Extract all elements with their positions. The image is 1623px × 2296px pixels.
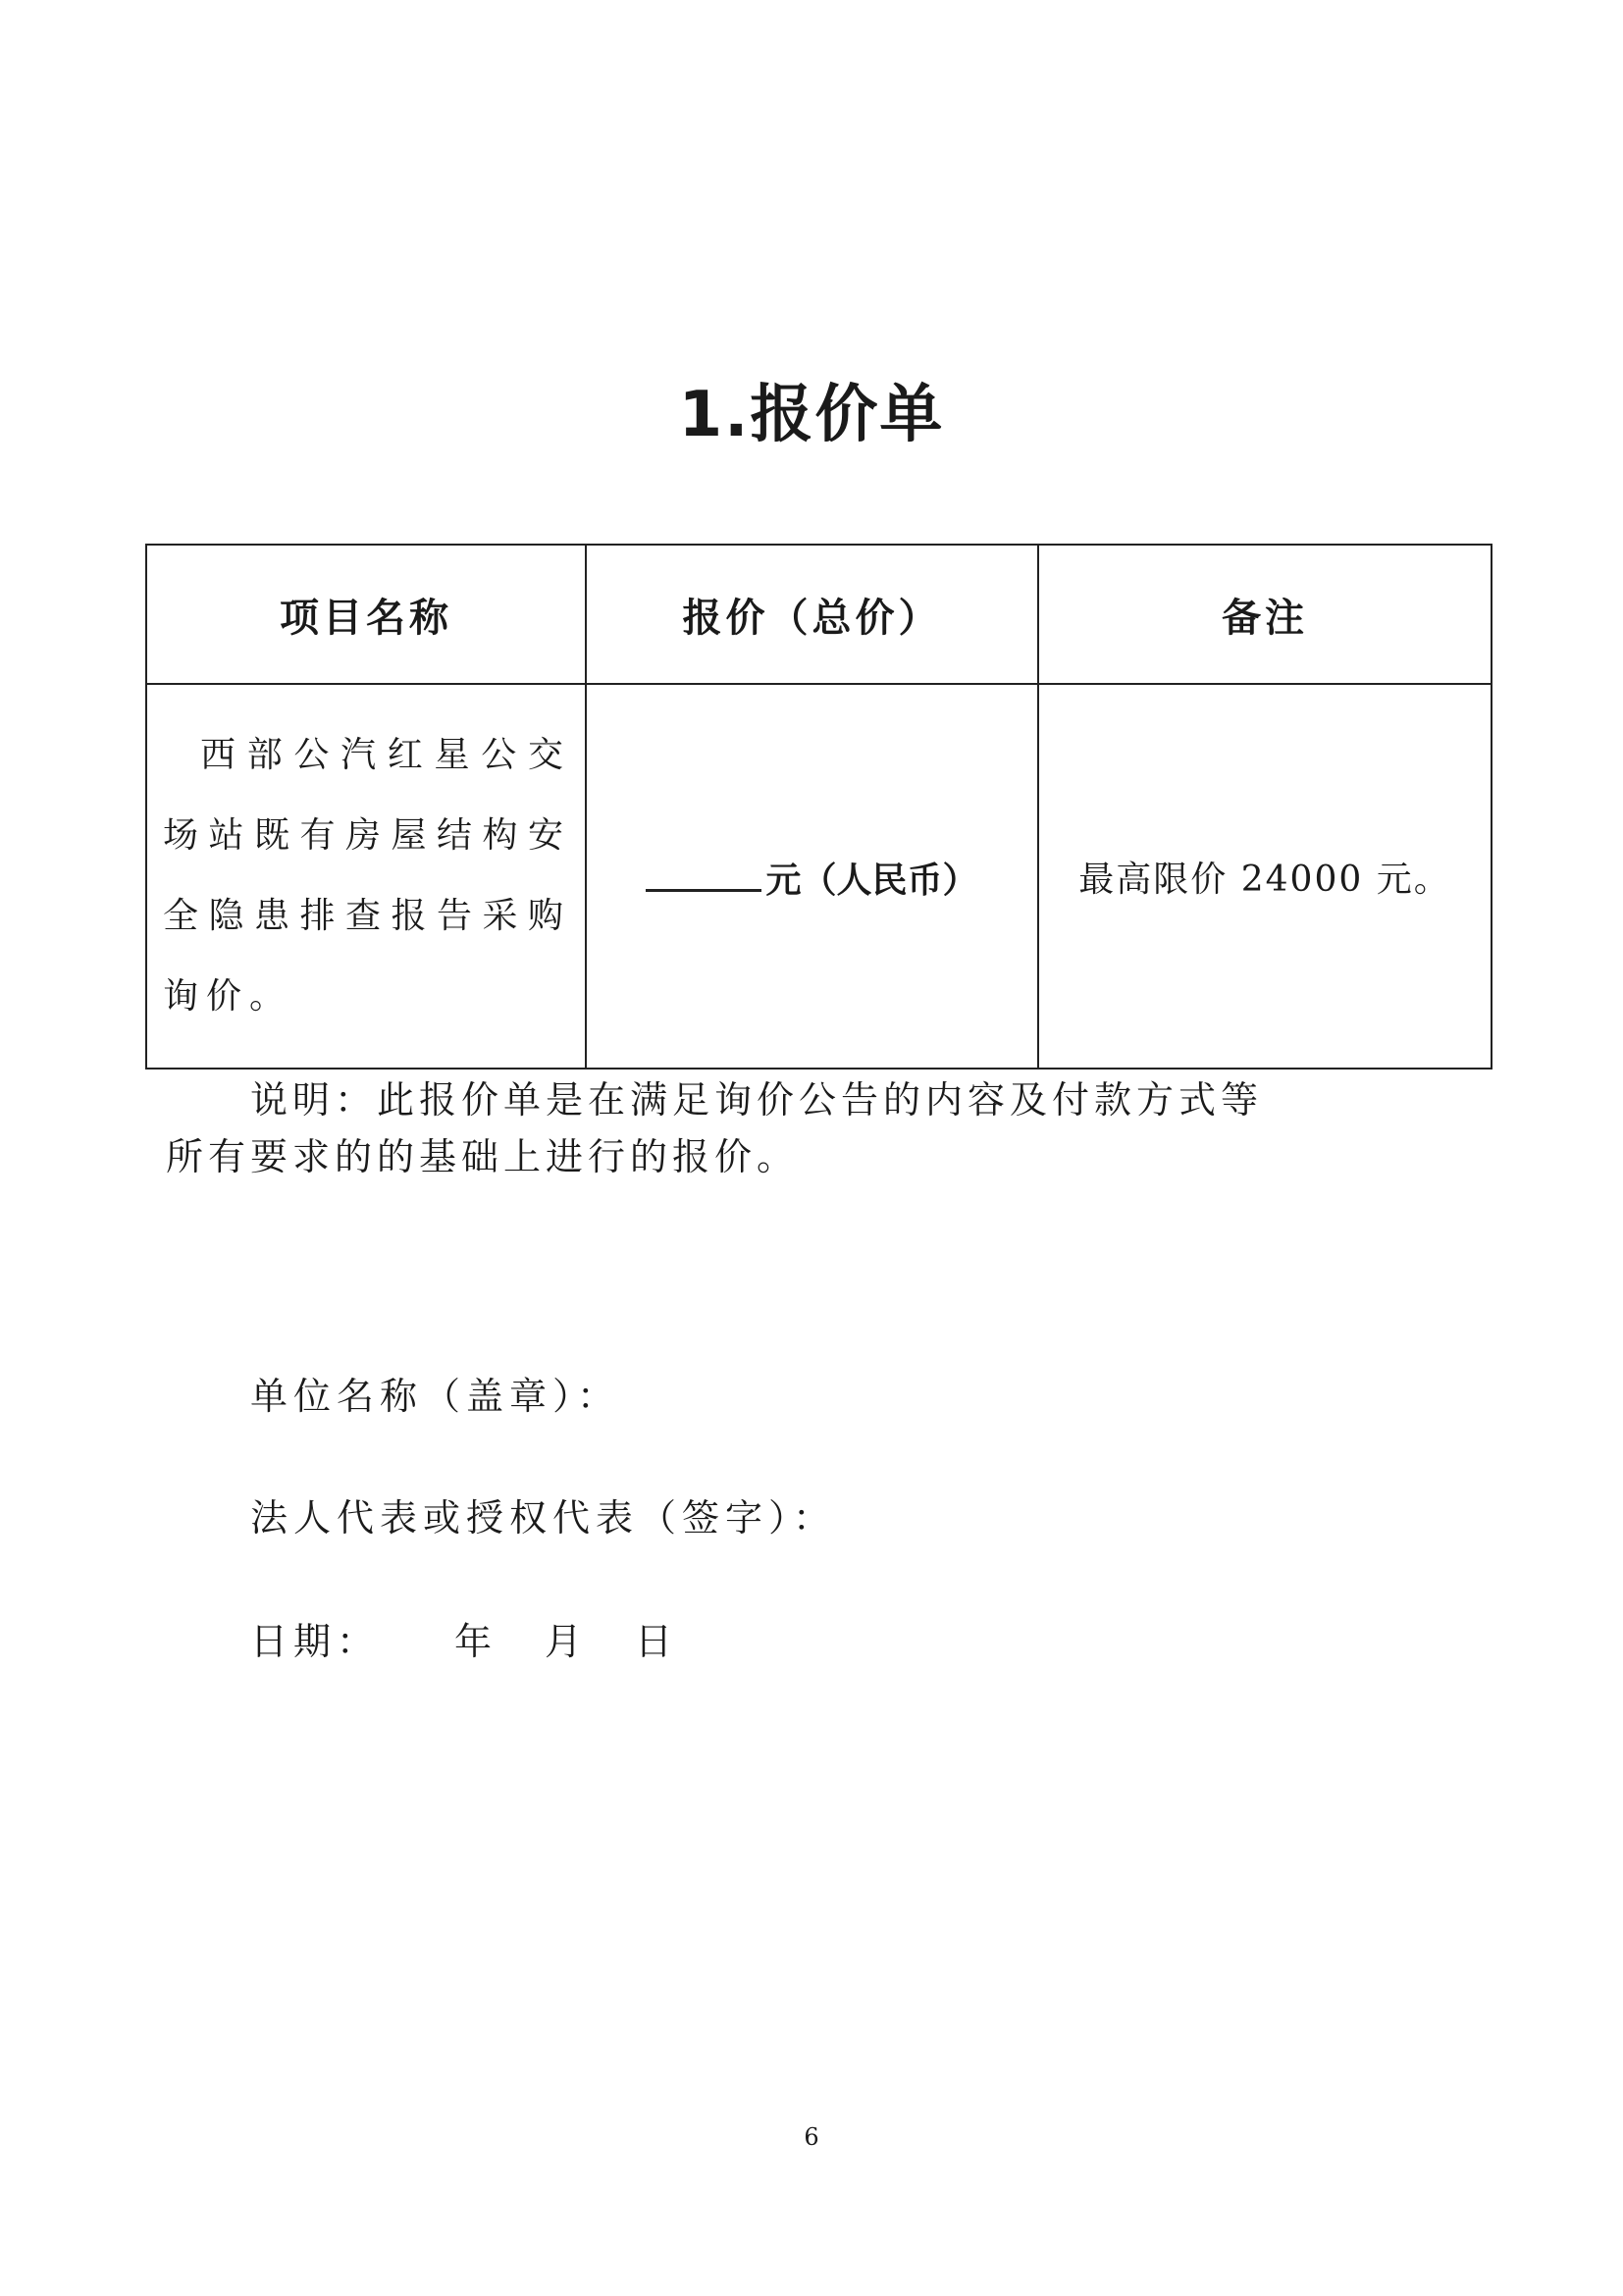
table-row bbox=[146, 684, 1492, 1069]
note-line-2: 所有要求的的基础上进行的报价。 bbox=[166, 1135, 800, 1178]
note-line-1: 说明：此报价单是在满足询价公告的内容及付款方式等 bbox=[250, 1078, 1264, 1122]
header-price-total: 报价（总价） bbox=[586, 545, 1038, 684]
date-day: 日 bbox=[635, 1620, 673, 1663]
table-header-row bbox=[146, 545, 1492, 684]
unit-name-field: 单位名称（盖章）： bbox=[250, 1375, 621, 1418]
price-cell bbox=[586, 684, 1038, 1069]
explanation-note bbox=[166, 1071, 1398, 1185]
price-unit: 元（人民币） bbox=[765, 861, 978, 901]
project-name-cell: 西部公汽红星公交场站既有房屋结构安全隐患排查报告采购询价。 bbox=[146, 684, 586, 1069]
header-project-name: 项目名称 bbox=[146, 545, 586, 684]
quote-table bbox=[145, 544, 1492, 1070]
date-year: 年 bbox=[454, 1620, 493, 1663]
date-label: 日期： bbox=[250, 1620, 381, 1663]
page-number: 6 bbox=[804, 2123, 819, 2151]
remark-cell: 最高限价 24000 元。 bbox=[1038, 684, 1492, 1069]
header-remark: 备注 bbox=[1038, 545, 1492, 684]
page-title: 1.报价单 bbox=[678, 379, 945, 451]
price-blank[interactable] bbox=[646, 850, 761, 892]
date-month: 月 bbox=[545, 1620, 583, 1663]
representative-signature-field: 法人代表或授权代表（签字）： bbox=[250, 1496, 837, 1539]
date-field bbox=[250, 1611, 672, 1665]
